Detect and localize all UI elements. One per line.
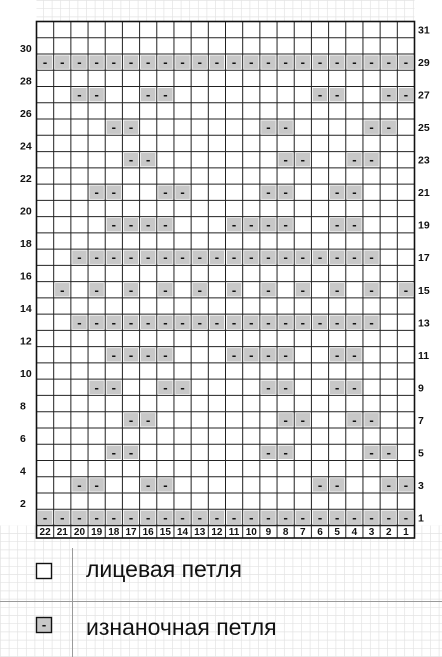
purl-cell-symbol: -	[266, 381, 271, 395]
purl-cell-symbol: -	[145, 479, 151, 493]
row-label-right: 17	[418, 252, 430, 265]
purl-cell-symbol: -	[111, 56, 117, 70]
purl-cell-symbol: -	[283, 511, 288, 525]
purl-cell-symbol: -	[369, 121, 374, 135]
purl-cell-symbol: -	[317, 89, 323, 103]
column-label: 1	[403, 527, 409, 538]
purl-cell-symbol: -	[128, 414, 134, 428]
purl-cell-symbol: -	[283, 446, 288, 460]
purl-cell-symbol: -	[300, 56, 306, 70]
purl-cell-symbol: -	[231, 251, 237, 265]
row-label-left: 28	[20, 75, 32, 88]
row-label-left: 8	[20, 400, 26, 413]
purl-cell-symbol: -	[111, 219, 117, 233]
purl-cell-symbol: -	[59, 284, 65, 298]
purl-cell-symbol: -	[42, 511, 48, 525]
purl-cell-symbol: -	[163, 251, 168, 265]
purl-cell-symbol: -	[369, 511, 374, 525]
purl-cell-symbol: -	[317, 479, 323, 493]
purl-cell-symbol: -	[352, 414, 357, 428]
legend-knit-swatch	[37, 564, 52, 579]
purl-cell-symbol: -	[317, 56, 323, 70]
purl-cell-symbol: -	[197, 251, 203, 265]
purl-cell-symbol: -	[180, 511, 185, 525]
row-label-right: 31	[418, 24, 430, 37]
column-label: 11	[228, 527, 240, 538]
purl-cell-symbol: -	[145, 89, 151, 103]
purl-cell-symbol: -	[128, 219, 134, 233]
purl-cell-symbol: -	[163, 284, 168, 298]
purl-cell-symbol: -	[197, 56, 203, 70]
purl-cell-symbol: -	[386, 511, 392, 525]
row-label-left: 6	[20, 433, 26, 446]
purl-cell-symbol: -	[248, 349, 254, 363]
purl-cell-symbol: -	[231, 511, 237, 525]
purl-cell-symbol: -	[231, 219, 237, 233]
purl-cell-symbol: -	[352, 219, 357, 233]
purl-cell-symbol: -	[334, 349, 340, 363]
purl-cell-symbol: -	[231, 56, 237, 70]
purl-cell-symbol: -	[403, 511, 409, 525]
purl-cell-symbol: -	[163, 511, 168, 525]
row-label-right: 29	[418, 57, 430, 70]
purl-cell-symbol: -	[334, 219, 340, 233]
purl-cell-symbol: -	[111, 251, 117, 265]
purl-cell-symbol: -	[231, 284, 237, 298]
purl-cell-symbol: -	[163, 219, 168, 233]
purl-cell-symbol: -	[266, 186, 271, 200]
purl-cell-symbol: -	[403, 89, 409, 103]
column-label: 8	[282, 527, 289, 538]
column-label: 9	[265, 527, 272, 538]
row-label-right: 23	[418, 154, 430, 167]
purl-cell-symbol: -	[128, 316, 134, 330]
purl-cell-symbol: -	[111, 511, 117, 525]
row-label-left: 14	[20, 303, 32, 316]
purl-cell-symbol: -	[145, 251, 151, 265]
purl-cell-symbol: -	[283, 121, 288, 135]
column-label: 14	[176, 527, 189, 538]
purl-cell-symbol: -	[197, 511, 203, 525]
column-label: 4	[351, 527, 358, 538]
purl-cell-symbol: -	[283, 219, 288, 233]
purl-cell-symbol: -	[94, 479, 99, 493]
legend-knit-label: лицевая петля	[86, 556, 242, 582]
row-label-right: 21	[418, 187, 430, 200]
purl-cell-symbol: -	[283, 316, 288, 330]
purl-cell-symbol: -	[317, 511, 323, 525]
purl-cell-symbol: -	[248, 316, 254, 330]
purl-cell-symbol: -	[111, 349, 117, 363]
purl-cell-symbol: -	[334, 284, 340, 298]
purl-cell-symbol: -	[386, 56, 392, 70]
purl-cell-symbol: -	[369, 414, 374, 428]
purl-cell-symbol: -	[283, 251, 288, 265]
purl-cell-symbol: -	[317, 316, 323, 330]
purl-cell-symbol: -	[352, 381, 357, 395]
purl-cell-symbol: -	[266, 316, 271, 330]
purl-cell-symbol: -	[283, 154, 288, 168]
purl-cell-symbol: -	[163, 186, 168, 200]
purl-cell-symbol: -	[77, 511, 82, 525]
purl-cell-symbol: -	[283, 186, 288, 200]
purl-cell-symbol: -	[94, 284, 99, 298]
purl-cell-symbol: -	[317, 251, 323, 265]
purl-cell-symbol: -	[300, 251, 306, 265]
purl-cell-symbol: -	[266, 284, 271, 298]
purl-cell-symbol: -	[197, 284, 203, 298]
purl-cell-symbol: -	[386, 121, 392, 135]
column-label: 15	[159, 527, 171, 538]
purl-cell-symbol: -	[94, 56, 99, 70]
purl-cell-symbol: -	[231, 316, 237, 330]
purl-cell-symbol: -	[163, 349, 168, 363]
purl-cell-symbol: -	[352, 56, 357, 70]
purl-cell-symbol: -	[352, 251, 357, 265]
purl-cell-symbol: -	[334, 89, 340, 103]
purl-cell-symbol: -	[180, 316, 185, 330]
purl-cell-symbol: -	[369, 446, 374, 460]
purl-cell-symbol: -	[163, 479, 168, 493]
purl-cell-symbol: -	[283, 381, 288, 395]
purl-cell-symbol: -	[214, 316, 220, 330]
purl-cell-symbol: -	[77, 316, 82, 330]
purl-cell-symbol: -	[300, 154, 306, 168]
purl-cell-symbol: -	[59, 511, 65, 525]
purl-cell-symbol: -	[145, 219, 151, 233]
purl-cell-symbol: -	[369, 284, 374, 298]
column-label: 16	[142, 527, 154, 538]
purl-cell-symbol: -	[94, 251, 99, 265]
purl-cell-symbol: -	[369, 316, 374, 330]
row-label-right: 15	[418, 284, 430, 297]
purl-cell-symbol: -	[248, 511, 254, 525]
purl-cell-symbol: -	[77, 251, 82, 265]
purl-cell-symbol: -	[352, 316, 357, 330]
column-label: 17	[125, 527, 137, 538]
purl-cell-symbol: -	[403, 479, 409, 493]
purl-cell-symbol: -	[145, 511, 151, 525]
column-label: 2	[385, 527, 392, 538]
purl-cell-symbol: -	[128, 349, 134, 363]
purl-cell-symbol: -	[128, 511, 134, 525]
purl-cell-symbol: -	[266, 56, 271, 70]
column-label: 10	[245, 527, 257, 538]
purl-cell-symbol: -	[266, 349, 271, 363]
row-label-left: 16	[20, 270, 32, 283]
purl-cell-symbol: -	[334, 316, 340, 330]
row-label-left: 24	[20, 140, 32, 153]
purl-cell-symbol: -	[334, 251, 340, 265]
purl-cell-symbol: -	[300, 414, 306, 428]
column-label: 21	[56, 527, 68, 538]
purl-cell-symbol: -	[94, 89, 99, 103]
purl-cell-symbol: -	[300, 284, 306, 298]
purl-cell-symbol: -	[180, 251, 185, 265]
purl-cell-symbol: -	[94, 316, 99, 330]
purl-cell-symbol: -	[94, 381, 99, 395]
row-label-right: 1	[418, 512, 424, 525]
purl-cell-symbol: -	[77, 89, 82, 103]
row-label-left: 10	[20, 368, 32, 381]
row-label-right: 11	[418, 349, 430, 362]
purl-cell-symbol: -	[266, 511, 271, 525]
purl-cell-symbol: -	[42, 56, 48, 70]
purl-cell-symbol: -	[128, 56, 134, 70]
purl-cell-symbol: -	[77, 56, 82, 70]
purl-cell-symbol: -	[266, 219, 271, 233]
row-label-right: 5	[418, 447, 424, 460]
row-label-left: 4	[20, 465, 26, 478]
purl-cell-symbol: -	[248, 56, 254, 70]
row-label-left: 26	[20, 108, 32, 121]
purl-cell-symbol: -	[111, 121, 117, 135]
purl-cell-symbol: -	[369, 56, 374, 70]
purl-cell-symbol: -	[197, 316, 203, 330]
purl-cell-symbol: -	[163, 316, 168, 330]
purl-cell-symbol: -	[386, 446, 392, 460]
column-label: 3	[368, 527, 375, 538]
purl-cell-symbol: -	[248, 219, 254, 233]
row-label-right: 3	[418, 479, 424, 492]
row-label-right: 27	[418, 89, 430, 102]
purl-cell-symbol: -	[403, 56, 409, 70]
purl-cell-symbol: -	[128, 154, 134, 168]
column-label: 6	[317, 527, 323, 538]
row-label-left: 22	[20, 173, 32, 186]
row-label-right: 25	[418, 122, 430, 135]
purl-cell-symbol: -	[214, 56, 220, 70]
legend-purl-swatch-symbol: -	[41, 619, 47, 632]
purl-cell-symbol: -	[369, 154, 374, 168]
purl-cell-symbol: -	[283, 414, 288, 428]
purl-cell-symbol: -	[111, 446, 117, 460]
purl-cell-symbol: -	[352, 511, 357, 525]
purl-cell-symbol: -	[214, 251, 220, 265]
purl-cell-symbol: -	[94, 511, 99, 525]
row-label-left: 2	[20, 498, 26, 511]
purl-cell-symbol: -	[145, 154, 151, 168]
purl-cell-symbol: -	[59, 56, 65, 70]
purl-cell-symbol: -	[111, 316, 117, 330]
purl-cell-symbol: -	[352, 154, 357, 168]
column-label: 5	[334, 527, 340, 538]
purl-cell-symbol: -	[145, 56, 151, 70]
column-label: 13	[194, 527, 206, 538]
purl-cell-symbol: -	[163, 381, 168, 395]
purl-cell-symbol: -	[386, 89, 392, 103]
purl-cell-symbol: -	[128, 446, 134, 460]
purl-cell-symbol: -	[266, 446, 271, 460]
purl-cell-symbol: -	[334, 186, 340, 200]
column-label: 18	[108, 527, 120, 538]
column-label: 12	[211, 527, 223, 538]
purl-cell-symbol: -	[334, 511, 340, 525]
purl-cell-symbol: -	[111, 381, 117, 395]
purl-cell-symbol: -	[334, 56, 340, 70]
purl-cell-symbol: -	[266, 121, 271, 135]
purl-cell-symbol: -	[334, 381, 340, 395]
purl-cell-symbol: -	[300, 511, 306, 525]
purl-cell-symbol: -	[300, 316, 306, 330]
purl-cell-symbol: -	[163, 56, 168, 70]
purl-cell-symbol: -	[386, 479, 392, 493]
row-label-right: 19	[418, 219, 430, 232]
row-label-left: 20	[20, 205, 32, 218]
purl-cell-symbol: -	[128, 121, 134, 135]
purl-cell-symbol: -	[145, 414, 151, 428]
purl-cell-symbol: -	[145, 349, 151, 363]
column-label: 22	[39, 527, 51, 538]
row-label-left: 30	[20, 43, 32, 56]
row-label-right: 13	[418, 317, 430, 330]
purl-cell-symbol: -	[352, 349, 357, 363]
purl-cell-symbol: -	[180, 186, 185, 200]
purl-cell-symbol: -	[231, 349, 237, 363]
column-label: 7	[300, 527, 306, 538]
row-label-left: 12	[20, 335, 32, 348]
purl-cell-symbol: -	[283, 56, 288, 70]
purl-cell-symbol: -	[128, 284, 134, 298]
purl-cell-symbol: -	[403, 284, 409, 298]
row-label-left: 18	[20, 238, 32, 251]
purl-cell-symbol: -	[180, 56, 185, 70]
purl-cell-symbol: -	[163, 89, 168, 103]
legend-purl-label: изнаночная петля	[86, 614, 277, 640]
row-label-right: 9	[418, 382, 424, 395]
column-label: 19	[91, 527, 103, 538]
purl-cell-symbol: -	[94, 186, 99, 200]
purl-cell-symbol: -	[266, 251, 271, 265]
purl-cell-symbol: -	[283, 349, 288, 363]
column-label: 20	[73, 527, 86, 538]
purl-cell-symbol: -	[248, 251, 254, 265]
purl-cell-symbol: -	[128, 251, 134, 265]
purl-cell-symbol: -	[352, 186, 357, 200]
row-label-right: 7	[418, 414, 424, 427]
purl-cell-symbol: -	[111, 186, 117, 200]
purl-cell-symbol: -	[334, 479, 340, 493]
purl-cell-symbol: -	[145, 316, 151, 330]
purl-cell-symbol: -	[180, 381, 185, 395]
purl-cell-symbol: -	[214, 511, 220, 525]
purl-cell-symbol: -	[77, 479, 82, 493]
purl-cell-symbol: -	[369, 251, 374, 265]
